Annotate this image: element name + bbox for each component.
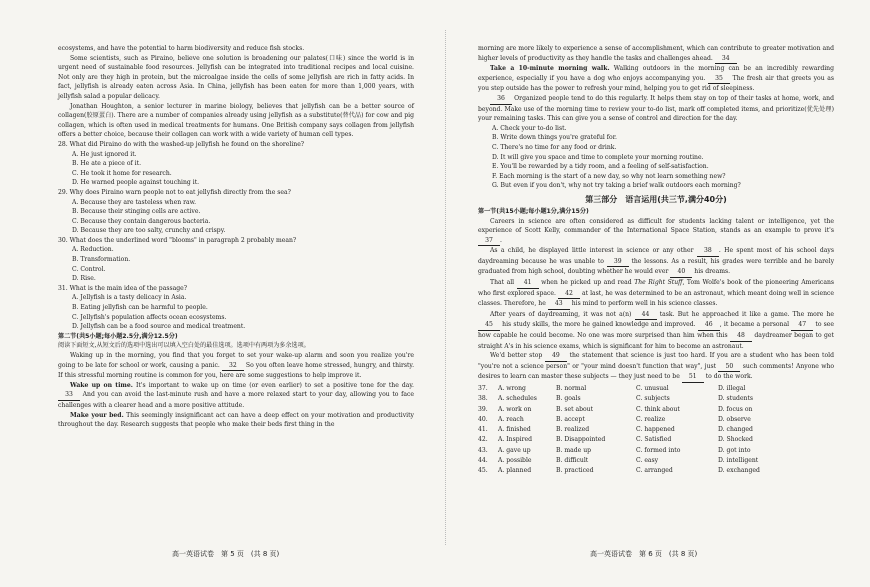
blank-45: 45: [478, 320, 500, 331]
choice-row: 42. A. Inspired B. Disappointed C. Satisfied D. Shocked: [478, 436, 753, 444]
subheading: Make your bed.: [70, 411, 124, 419]
cloze-paragraph: We'd better stop 49 the statement that science is just too hard. If you are a student who has been told "you're not a science person" or "your mind doesn't function that way", just 50 such comments! Anyone who desires to learn can master these subjects — they just need to be 51 to do the work.: [478, 351, 834, 383]
choice-row: 43. A. gave up B. made up C. formed into D. got into: [478, 446, 751, 454]
choice-row: 41. A. finished B. realized C. happened D. changed: [478, 426, 753, 434]
question-31: [58, 284, 414, 332]
part-3-title: 第三部分 语言运用(共三节,满分40分): [585, 194, 727, 204]
blank-49: 49: [545, 351, 567, 362]
blank-46: 46: [698, 320, 720, 331]
blank-40: 40: [670, 267, 692, 278]
left-page: [58, 44, 414, 430]
section-1-title: 第一节(共15小题;每小题1分,满分15分): [478, 207, 589, 215]
blank-35: 35: [708, 74, 730, 85]
blank-43: 43: [548, 299, 570, 310]
question-stem: 31. What is the main idea of the passage?: [58, 284, 187, 292]
cloze-paragraph: Careers in science are often considered as difficult for students lacking talent or intelligence, yet the experience of Scott Kelly, commander of the International Space Station, stands as an example to prove it's 37 .: [478, 217, 834, 247]
option: B. He ate a piece of it.: [72, 160, 142, 168]
blank-44: 44: [635, 310, 657, 321]
cloze-choices: [478, 384, 834, 477]
blank-32: 32: [222, 361, 244, 372]
choice-row: 40. A. reach B. accept C. realize D. observe: [478, 415, 751, 423]
choice-row: 39. A. work on B. set about C. think about D. focus on: [478, 405, 753, 413]
question-stem: 30. What does the underlined word "blooms" in paragraph 2 probably mean?: [58, 236, 297, 244]
blank-41: 41: [517, 278, 539, 289]
blank-33: 33: [58, 390, 80, 401]
option: A. Check your to-do list.: [492, 124, 567, 132]
passage-paragraph: 36 Organized people tend to do this regularly. It helps them stay on top of their tasks at home, work, and beyond. Make use of the morning time to review your to-do list, mark off completed items, and prioritize(优先处理) your remaining tasks. This can give you a sense of control and direction for the day.: [478, 94, 834, 123]
blank-50: 50: [718, 362, 740, 373]
cloze-paragraph: After years of daydreaming, it was not a(n) 44 task. But he approached it like a game. The more he 45 his study skills, the more he gained knowledge and improved. 46 , it became a personal 47 to see how capable he could become. No one was more surprised than him when this 48 daydreamer began to get straight A's in his science exams, which is significant for him to become an astronaut.: [478, 310, 835, 350]
option: A. He just ignored it.: [72, 150, 137, 158]
right-page: [478, 44, 834, 477]
choice-row: 44. A. possible B. difficult C. easy D. intelligent: [478, 457, 759, 465]
option: E. You'll be rewarded by a tidy room, and a feeling of self-satisfaction.: [492, 163, 709, 171]
passage-paragraph: Make your bed. This seemingly insignificant act can have a deep effect on your motivation and productivity throughout the day. Research suggests that people who make their beds first thing in the: [58, 411, 414, 429]
passage-paragraph: Wake up on time. It's important to wake up on time (or even earlier) to set a positive tone for the day. 33 And you can avoid the last-minute rush and have a more relaxed start to your day, allowing you to face challenges with a clearer head and a more positive attitude.: [58, 381, 414, 409]
blank-47: 47: [791, 320, 813, 331]
option: C. There's no time for any food or drink.: [492, 143, 617, 151]
blank-48: 48: [730, 331, 752, 342]
passage-paragraph: ecosystems, and have the potential to harm biodiversity and reduce fish stocks.: [58, 45, 305, 52]
cloze-paragraph: As a child, he displayed little interest in science or any other 38 . He spent most of his school days daydreaming because he was unable to 39 the lessons. As a result, his grades were terrible and he barely graduated from high school, doubting whether he would ever 40 his dreams.: [478, 246, 834, 278]
choice-row: 38. A. schedules B. goals C. subjects D. students: [478, 395, 754, 403]
subheading: Wake up on time.: [70, 381, 133, 389]
blank-37: 37: [478, 236, 500, 247]
option: C. Jellyfish's population affects ocean ecosystems.: [72, 313, 227, 321]
book-title: The Right Stuff: [634, 279, 683, 287]
blank-38: 38: [697, 246, 719, 257]
section-2-title: 第二节(共5小题;每小题2.5分,满分12.5分): [58, 332, 178, 340]
subheading: Take a 10-minute morning walk.: [490, 65, 610, 73]
option: C. He took it home for research.: [72, 169, 172, 177]
page-footer-left: 高一英语试卷 第 5 页 (共 8 页): [172, 550, 280, 558]
option: A. Because they are tasteless when raw.: [72, 198, 197, 206]
option: C. Because they contain dangerous bacteria.: [72, 217, 211, 225]
seven-options: [478, 124, 834, 191]
page-divider: [445, 30, 446, 545]
choice-row: 37. A. wrong B. normal C. unusual D. illegal: [478, 385, 746, 392]
option: A. Jellyfish is a tasty delicacy in Asia.: [72, 294, 187, 302]
option: G. But even if you don't, why not try taking a brief walk outdoors each morning?: [492, 182, 741, 190]
option: D. Rise.: [72, 275, 96, 283]
blank-42: 42: [558, 289, 580, 300]
blank-39: 39: [607, 257, 629, 268]
option: D. He warned people against touching it.: [72, 179, 200, 187]
page-footer-right: 高一英语试卷 第 6 页 (共 8 页): [590, 550, 698, 558]
blank-34: 34: [715, 54, 737, 65]
cloze-paragraph: That all 41 when he picked up and read The Right Stuff, Tom Wolfe's book of the pioneering Americans who first explored space. 42 at last, he was determined to be an astronaut, which meant doing well in science classes. Therefore, he 43 his mind to perform well in his science classes.: [478, 278, 834, 310]
choice-row: 45. A. planned B. practiced C. arranged D. exchanged: [478, 467, 760, 475]
option: B. Write down things you're grateful for.: [492, 134, 617, 142]
blank-51: 51: [682, 372, 704, 383]
blank-36: 36: [490, 94, 512, 105]
option: C. Control.: [72, 265, 106, 273]
option: D. Because they are too salty, crunchy and crispy.: [72, 227, 226, 235]
question-stem: 28. What did Piraino do with the washed-up jellyfish he found on the shoreline?: [58, 140, 305, 148]
option: A. Reduction.: [72, 246, 114, 254]
option: D. Jellyfish can be a food source and medical treatment.: [72, 323, 246, 331]
passage-paragraph: Jonathan Houghton, a senior lecturer in marine biology, believes that jellyfish can be a better source of collagen(胶原蛋白). There are a number of companies already using jellyfish as a substitute(替代品) for cow and pig collagen, which is often used in medical treatments for humans. One British company says collagen from jellyfish offers a better choice, because their collagen can work with a wide variety of human cell types.: [58, 102, 414, 139]
question-stem: 29. Why does Piraino warn people not to eat jellyfish directly from the sea?: [58, 188, 291, 196]
passage-paragraph: Waking up in the morning, you find that you forget to set your wake-up alarm and soon you realize you're going to be late for school or work, causing a panic. 32 So you often leave home stressed, hungry, and thirsty. If this stressful morning routine is common for you, here are some suggestions to help improve it.: [58, 352, 415, 380]
option: B. Eating jellyfish can be harmful to people.: [72, 304, 208, 312]
question-29: [58, 188, 414, 236]
question-30: [58, 236, 414, 284]
option: F. Each morning is the start of a new day, so why not learn something new?: [492, 172, 726, 180]
question-28: [58, 140, 414, 188]
option: D. It will give you space and time to complete your morning routine.: [492, 153, 704, 161]
section-2-instructions: 阅读下面短文,从短文后的选项中选出可以填入空白处的最佳选项。选项中有两项为多余选项。: [58, 342, 310, 350]
option: B. Because their stinging cells are active.: [72, 208, 201, 216]
passage-paragraph: Some scientists, such as Piraino, believe one solution is broadening our palates(口味) since the world is in urgent need of sustainable food resources. Jellyfish can be integrated into traditional recipes and local cuisine. Not only are they high in protein, but the microalgae inside the cells of some jellyfish are rich in fatty acids. In fact, jellyfish is already eaten across Asia. In China, jellyfish has been eaten for more than 1,000 years, with jellyfish salad a popular delicacy.: [58, 54, 414, 100]
passage-paragraph: Take a 10-minute morning walk. Walking outdoors in the morning can be an incredibly rewarding experience, especially if you have a dog who enjoys accompanying you. 35 The fresh air that greets you as you step outside has the power to refresh your mind, helping you to get rid of sleepiness.: [478, 65, 835, 93]
option: B. Transformation.: [72, 256, 131, 264]
passage-paragraph: morning are more likely to experience a sense of accomplishment, which can contribute to greater motivation and higher levels of productivity as they handle the tasks and challenges ahead. 34: [478, 44, 834, 64]
